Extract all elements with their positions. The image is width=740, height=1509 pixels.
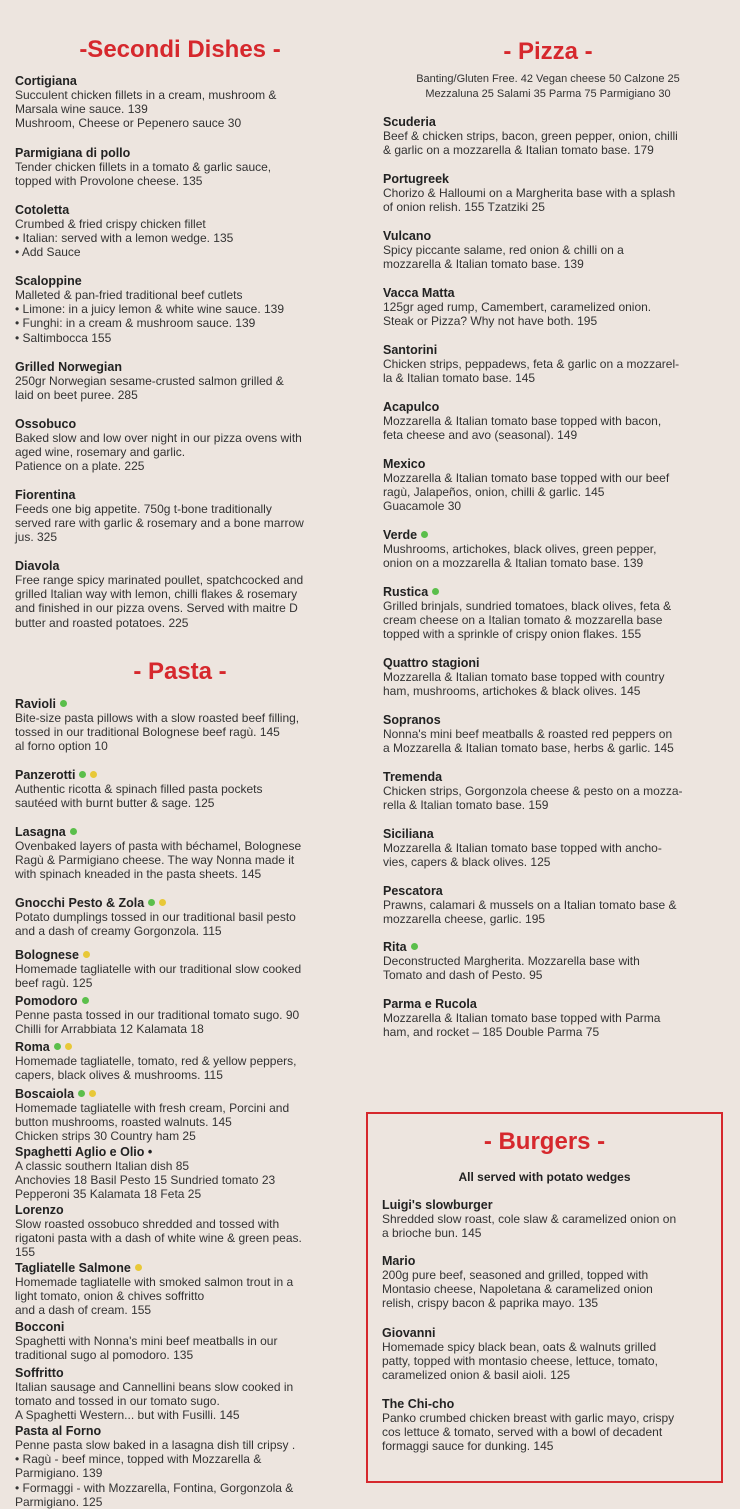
item-name [15, 559, 345, 573]
item-description: Deconstructed Margherita. Mozzarella base with Tomato and dash of Pesto. 95 [383, 954, 640, 983]
item-name-text: Pomodoro [15, 994, 78, 1008]
item-name [383, 656, 713, 670]
item-description: 250gr Norwegian sesame-crusted salmon grilled & laid on beet puree. 285 [15, 374, 284, 403]
item-name [15, 1087, 345, 1101]
item-name-text: Roma [15, 1040, 50, 1054]
item-name [383, 172, 713, 186]
secondi-item [15, 559, 345, 630]
item-name-text: Cotoletta [15, 203, 70, 217]
item-name [383, 400, 713, 414]
item-name-text: Acapulco [383, 400, 440, 414]
pizza-extras: Banting/Gluten Free. 42 Vegan cheese 50 Calzone 25 Mezzaluna 25 Salami 35 Parma 75 Parmigiano 30 [416, 73, 680, 100]
item-name-text: Mexico [383, 457, 426, 471]
item-description: A classic southern Italian dish 85 Anchovies 18 Basil Pesto 15 Sundried tomato 23 Pepperoni 35 Kalamata 18 Feta 25 [15, 1159, 276, 1202]
pizza-item [383, 400, 713, 442]
pizza-item [383, 827, 713, 869]
vegetarian-dot-icon [148, 899, 155, 906]
item-name-text: Parma e Rucola [383, 997, 477, 1011]
item-description: Tender chicken fillets in a tomato & garlic sauce, topped with Provolone cheese. 135 [15, 160, 272, 189]
vegetarian-dot-icon [70, 828, 77, 835]
item-name [15, 768, 345, 782]
pasta-item [15, 1087, 345, 1144]
item-name-text: Santorini [383, 343, 438, 357]
item-name [383, 585, 713, 599]
item-name [383, 827, 713, 841]
item-name [383, 115, 713, 129]
item-description: Beef & chicken strips, bacon, green pepper, onion, chilli & garlic on a mozzarella & Italian tomato base. 179 [383, 129, 678, 158]
item-name [383, 528, 713, 542]
item-description: Chicken strips, Gorgonzola cheese & pesto on a mozza- rella & Italian tomato base. 159 [383, 784, 683, 813]
pasta-item [15, 1040, 345, 1082]
burgers-box [366, 1112, 723, 1483]
item-name [15, 1424, 345, 1438]
mild-dot-icon [65, 1043, 72, 1050]
pizza-title: - Pizza - [503, 38, 593, 65]
pasta-item [15, 825, 345, 882]
item-description: Slow roasted ossobuco shredded and tossed with rigatoni pasta with a dash of white wine & green peas. 155 [15, 1217, 302, 1260]
item-name-text: Cortigiana [15, 74, 77, 88]
item-name [382, 1326, 713, 1340]
item-name [383, 286, 713, 300]
mild-dot-icon [90, 771, 97, 778]
secondi-item [15, 417, 345, 474]
item-name [15, 1040, 345, 1054]
item-name [15, 697, 345, 711]
item-name [15, 994, 345, 1008]
pizza-item [383, 884, 713, 926]
item-name [15, 1203, 345, 1217]
item-description: Spaghetti with Nonna's mini beef meatballs in our traditional sugo al pomodoro. 135 [15, 1334, 278, 1363]
item-name [15, 825, 345, 839]
item-name [383, 343, 713, 357]
pasta-item [15, 768, 345, 810]
item-description: Succulent chicken fillets in a cream, mushroom & Marsala wine sauce. 139 Mushroom, Cheese or Pepenero sauce 30 [15, 88, 277, 131]
item-description: Potato dumplings tossed in our traditional basil pesto and a dash of creamy Gorgonzola. 115 [15, 910, 296, 939]
vegetarian-dot-icon [54, 1043, 61, 1050]
item-name-text: Rita [383, 940, 407, 954]
vegetarian-dot-icon [411, 943, 418, 950]
item-description: Homemade tagliatelle with smoked salmon trout in a light tomato, onion & chives soffritto and a dash of cream. 155 [15, 1275, 294, 1318]
item-description: 200g pure beef, seasoned and grilled, topped with Montasio cheese, Napoletana & caramelized onion relish, crispy bacon & paprika mayo. 135 [382, 1268, 653, 1311]
item-name [382, 1397, 713, 1411]
item-description: Homemade tagliatelle with our traditional slow cooked beef ragù. 125 [15, 962, 302, 991]
item-name-text: Panzerotti [15, 768, 76, 782]
pizza-item [383, 286, 713, 328]
item-name [15, 896, 345, 910]
item-name [15, 274, 345, 288]
item-name [15, 1320, 345, 1334]
item-name [383, 457, 713, 471]
pasta-item [15, 896, 345, 938]
pizza-item [383, 115, 713, 157]
item-name [382, 1254, 713, 1268]
pasta-item [15, 1203, 345, 1260]
item-name-text: Luigi's slowburger [382, 1198, 493, 1212]
item-name-text: The Chi-cho [382, 1397, 455, 1411]
item-description: Free range spicy marinated poullet, spatchcocked and grilled Italian way with lemon, chilli flakes & rosemary and finished in our pizza ovens. Served with maitre D butter and roasted potatoes. 225 [15, 573, 304, 630]
item-description: Mozzarella & Italian tomato base topped with bacon, feta cheese and avo (seasonal). 149 [383, 414, 662, 443]
pasta-item [15, 1424, 345, 1509]
item-description: Spicy piccante salame, red onion & chilli on a mozzarella & Italian tomato base. 139 [383, 243, 624, 272]
item-name-text: Sopranos [383, 713, 441, 727]
vegetarian-dot-icon [60, 700, 67, 707]
item-name-text: Spaghetti Aglio e Olio • [15, 1145, 153, 1159]
item-description: Mushrooms, artichokes, black olives, green pepper, onion on a mozzarella & Italian tomato base. 139 [383, 542, 657, 571]
secondi-item [15, 74, 345, 131]
item-description: Homemade spicy black bean, oats & walnuts grilled patty, topped with montasio cheese, lettuce, tomato, caramelized onion & basil aioli. 125 [382, 1340, 658, 1383]
item-name [15, 1145, 345, 1159]
burgers-item [382, 1397, 713, 1454]
item-name-text: Lorenzo [15, 1203, 64, 1217]
vegetarian-dot-icon [79, 771, 86, 778]
item-name [15, 360, 345, 374]
item-description: Baked slow and low over night in our pizza ovens with aged wine, rosemary and garlic. Patience on a plate. 225 [15, 431, 302, 474]
item-name [15, 203, 345, 217]
item-description: Mozzarella & Italian tomato base topped with Parma ham, and rocket – 185 Double Parma 75 [383, 1011, 661, 1040]
item-name-text: Vulcano [383, 229, 432, 243]
pizza-item [383, 770, 713, 812]
item-name [15, 146, 345, 160]
item-name-text: Soffritto [15, 1366, 64, 1380]
item-name-text: Lasagna [15, 825, 66, 839]
item-name-text: Parmigiana di pollo [15, 146, 131, 160]
item-name [383, 884, 713, 898]
vegetarian-dot-icon [421, 531, 428, 538]
item-name-text: Siciliana [383, 827, 434, 841]
burgers-subtitle: All served with potato wedges [458, 1170, 631, 1184]
item-name [383, 713, 713, 727]
item-name-text: Scuderia [383, 115, 436, 129]
item-name-text: Portugreek [383, 172, 449, 186]
item-name [382, 1198, 713, 1212]
item-description: Prawns, calamari & mussels on a Italian tomato base & mozzarella cheese, garlic. 195 [383, 898, 677, 927]
item-name-text: Tremenda [383, 770, 443, 784]
item-description: Mozzarella & Italian tomato base topped with ancho- vies, capers & black olives. 125 [383, 841, 662, 870]
pasta-item [15, 1320, 345, 1362]
item-name-text: Verde [383, 528, 418, 542]
item-name-text: Fiorentina [15, 488, 76, 502]
secondi-title: -Secondi Dishes - [79, 36, 281, 63]
item-name-text: Pescatora [383, 884, 443, 898]
item-name-text: Scaloppine [15, 274, 82, 288]
item-description: Mozzarella & Italian tomato base topped with our beef ragù, Jalapeños, onion, chilli & garlic. 145 Guacamole 30 [383, 471, 670, 514]
pizza-item [383, 585, 713, 642]
pizza-item [383, 656, 713, 698]
item-description: Bite-size pasta pillows with a slow roasted beef filling, tossed in our traditional Bolognese beef ragù. 145 al forno option 10 [15, 711, 300, 754]
item-name-text: Quattro stagioni [383, 656, 480, 670]
item-description: Authentic ricotta & spinach filled pasta pockets sautéed with burnt butter & sage. 125 [15, 782, 263, 811]
secondi-item [15, 360, 345, 402]
pizza-item [383, 343, 713, 385]
item-description: Feeds one big appetite. 750g t-bone traditionally served rare with garlic & rosemary and a bone marrow jus. 325 [15, 502, 304, 545]
item-description: Nonna's mini beef meatballs & roasted red peppers on a Mozzarella & Italian tomato base, herbs & garlic. 145 [383, 727, 674, 756]
item-name [383, 229, 713, 243]
item-name [383, 770, 713, 784]
pasta-item [15, 948, 345, 990]
pasta-item [15, 1261, 345, 1318]
item-description: Shredded slow roast, cole slaw & caramelized onion on a brioche bun. 145 [382, 1212, 677, 1241]
item-name-text: Vacca Matta [383, 286, 455, 300]
item-name-text: Ravioli [15, 697, 56, 711]
pasta-item [15, 1145, 345, 1202]
item-description: Grilled brinjals, sundried tomatoes, black olives, feta & cream cheese on a Italian tomato & mozzarella base topped with a sprinkle of crispy onion flakes. 155 [383, 599, 672, 642]
item-name-text: Giovanni [382, 1326, 436, 1340]
item-name-text: Gnocchi Pesto & Zola [15, 896, 145, 910]
item-description: Italian sausage and Cannellini beans slow cooked in tomato and tossed in our tomato sugo. A Spaghetti Western... but with Fusilli. 145 [15, 1380, 294, 1423]
item-name [15, 417, 345, 431]
item-description: 125gr aged rump, Camembert, caramelized onion. Steak or Pizza? Why not have both. 195 [383, 300, 652, 329]
vegetarian-dot-icon [78, 1090, 85, 1097]
item-description: Homemade tagliatelle with fresh cream, Porcini and button mushrooms, roasted walnuts. 145 Chicken strips 30 Country ham 25 [15, 1101, 290, 1144]
burgers-item [382, 1326, 713, 1383]
burgers-title: - Burgers - [483, 1128, 606, 1155]
item-name-text: Rustica [383, 585, 429, 599]
mild-dot-icon [83, 951, 90, 958]
item-description: Ovenbaked layers of pasta with béchamel, Bolognese Ragù & Parmigiano cheese. The way Nonna made it with spinach kneaded in the pasta sheets. 145 [15, 839, 302, 882]
item-name [15, 1366, 345, 1380]
burgers-item [382, 1198, 713, 1240]
item-description: Chicken strips, peppadews, feta & garlic on a mozzarel- la & Italian tomato base. 145 [383, 357, 680, 386]
item-description: Malleted & pan-fried traditional beef cutlets • Limone: in a juicy lemon & white wine sauce. 139 • Funghi: in a cream & mushroom sauce. 139 • Saltimbocca 155 [15, 288, 285, 345]
mild-dot-icon [135, 1264, 142, 1271]
pizza-item [383, 997, 713, 1039]
mild-dot-icon [89, 1090, 96, 1097]
item-name-text: Boscaiola [15, 1087, 75, 1101]
item-name [15, 948, 345, 962]
burgers-item [382, 1254, 713, 1311]
mild-dot-icon [159, 899, 166, 906]
item-description: Homemade tagliatelle, tomato, red & yellow peppers, capers, black olives & mushrooms. 115 [15, 1054, 297, 1083]
pizza-item [383, 528, 713, 570]
item-name-text: Ossobuco [15, 417, 77, 431]
pasta-item [15, 994, 345, 1036]
item-name-text: Tagliatelle Salmone [15, 1261, 131, 1275]
item-name-text: Bocconi [15, 1320, 65, 1334]
pasta-item [15, 1366, 345, 1423]
secondi-item [15, 146, 345, 188]
secondi-item [15, 203, 345, 260]
item-description: Penne pasta slow baked in a lasagna dish till cripsy . • Ragù - beef mince, topped with Mozzarella & Parmigiano. 139 • Formaggi - with Mozzarella, Fontina, Gorgonzola & Parmigiano. 125 [15, 1438, 296, 1509]
item-name [383, 940, 713, 954]
item-description: Crumbed & fried crispy chicken fillet • Italian: served with a lemon wedge. 135 • Add Sauce [15, 217, 234, 260]
vegetarian-dot-icon [432, 588, 439, 595]
item-name-text: Bolognese [15, 948, 79, 962]
pasta-item [15, 697, 345, 754]
item-description: Mozzarella & Italian tomato base topped with country ham, mushrooms, artichokes & black olives. 145 [383, 670, 665, 699]
item-name-text: Pasta al Forno [15, 1424, 102, 1438]
item-description: Chorizo & Halloumi on a Margherita base with a splash of onion relish. 155 Tzatziki 25 [383, 186, 676, 215]
item-name-text: Mario [382, 1254, 416, 1268]
secondi-item [15, 488, 345, 545]
pizza-item [383, 229, 713, 271]
pizza-item [383, 457, 713, 514]
item-name-text: Diavola [15, 559, 60, 573]
item-name [15, 488, 345, 502]
item-description: Penne pasta tossed in our traditional tomato sugo. 90 Chilli for Arrabbiata 12 Kalamata 18 [15, 1008, 300, 1037]
pasta-title: - Pasta - [133, 658, 227, 685]
item-name [15, 74, 345, 88]
item-description: Panko crumbed chicken breast with garlic mayo, crispy cos lettuce & tomato, served with a bowl of decadent formaggi sauce for dunking. 145 [382, 1411, 675, 1454]
pizza-item [383, 940, 713, 982]
vegetarian-dot-icon [82, 997, 89, 1004]
item-name [383, 997, 713, 1011]
secondi-item [15, 274, 345, 345]
item-name-text: Grilled Norwegian [15, 360, 122, 374]
item-name [15, 1261, 345, 1275]
pizza-item [383, 172, 713, 214]
pizza-item [383, 713, 713, 755]
